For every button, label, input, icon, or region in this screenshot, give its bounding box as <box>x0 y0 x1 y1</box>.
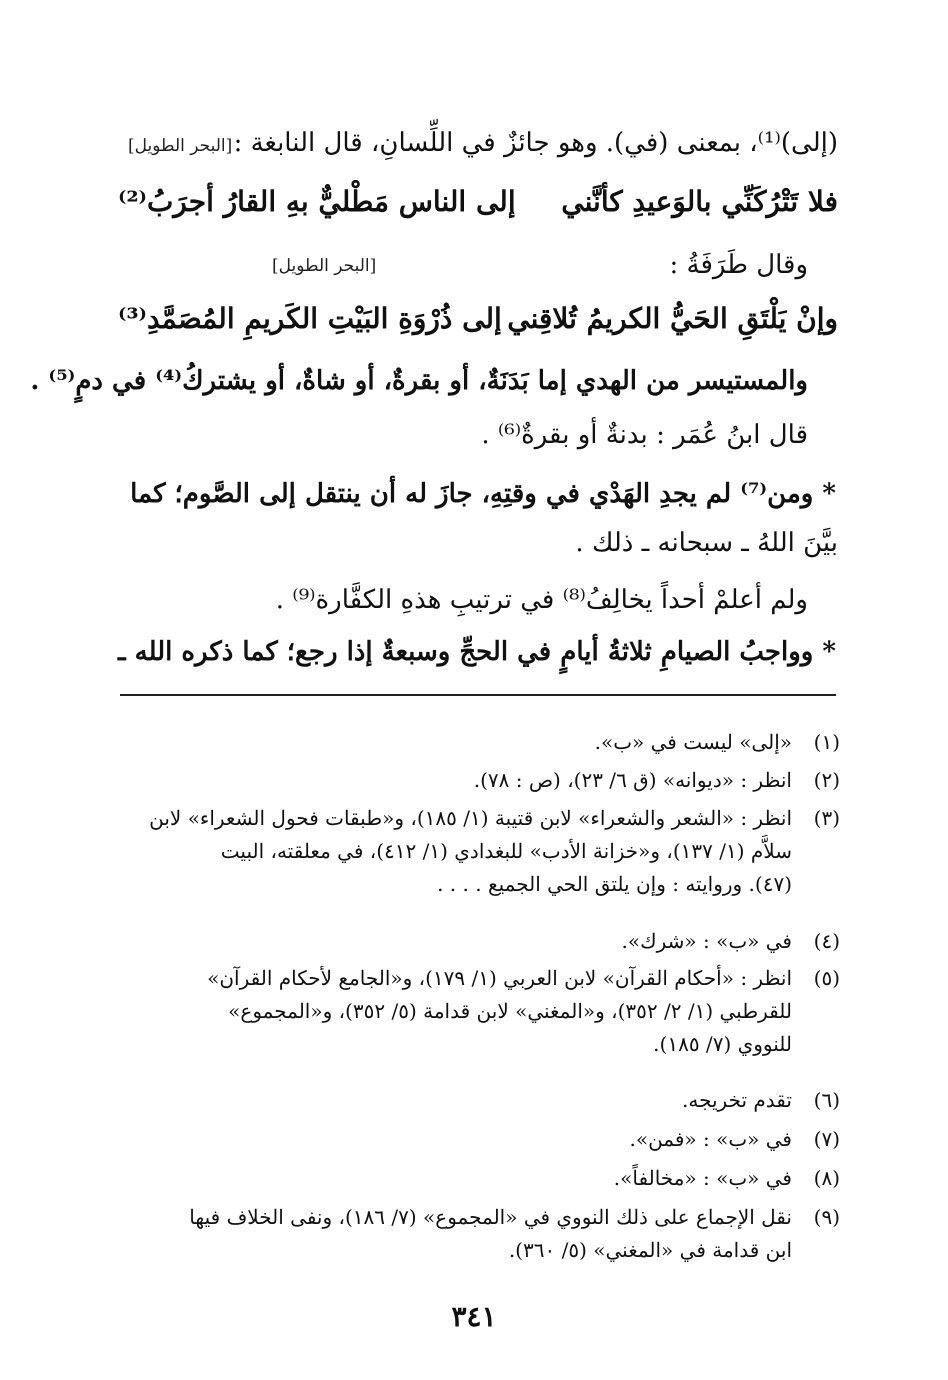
meter-label-2: [البحر الطويل] <box>272 256 377 276</box>
footnote-9 <box>118 1201 840 1267</box>
footnote-text: انظر : «ديوانه» (ق ٦/ ٢٣)، (ص : ٧٨). <box>473 768 792 792</box>
footnote-text: انظر : «الشعر والشعراء» لابن قتيبة (١/ ١٨٥)، و«طبقات فحول الشعراء» لابن سلاَّم (١/ ١٣٧)، و«خزانة الأدب» للبغدادي (١/ ٤١٢)، في معلقته، البيت (٤٧). وروايته : وإن يلتق الحي الجميع . . . . <box>149 806 792 896</box>
footnote-number: (١) <box>813 730 840 754</box>
verse-2-second-hemistich: إلى ذُرْوَةِ البَيْتِ الكَريمِ المُصَمَّدِ⁽³⁾ <box>118 302 502 335</box>
body-paragraph-5: * وواجبُ الصيامِ ثلاثةُ أيامٍ في الحجِّ وسبعةٌ إذا رجع؛ كما ذكره الله ـ <box>118 637 836 667</box>
footnote-3 <box>118 802 840 901</box>
body-paragraph-1: والمستيسر من الهدي إما بَدَنَةٌ، أو بقرةٌ، أو شاةٌ، أو يشتركُ⁽⁴⁾ في دمٍ⁽⁵⁾ . <box>30 366 808 396</box>
verse-1-first-hemistich: فلا تَتْرُكَنِّي بالوَعيدِ كأنَّني <box>561 185 838 218</box>
footnote-number: (٦) <box>813 1088 840 1112</box>
footnote-5 <box>118 962 840 1061</box>
footnote-2 <box>118 764 840 797</box>
body-paragraph-3-line-2: بيَّنَ اللهُ ـ سبحانه ـ ذلك . <box>575 528 838 558</box>
footnote-number: (٣) <box>813 806 840 830</box>
footnote-text: نقل الإجماع على ذلك النووي في «المجموع» (٧/ ١٨٦)، ونفى الخلاف فيها ابن قدامة في «المغني» (٥/ ٣٦٠). <box>189 1205 792 1262</box>
footnote-divider <box>120 694 836 696</box>
footnote-number: (٢) <box>813 768 840 792</box>
meter-label-1: [البحر الطويل] <box>128 136 233 156</box>
footnote-text: في «ب» : «مخالفاً». <box>613 1166 792 1190</box>
footnote-number: (٤) <box>813 929 840 953</box>
footnote-number: (٧) <box>813 1127 840 1151</box>
footnote-text: «إلى» ليست في «ب». <box>594 730 792 754</box>
footnote-8 <box>118 1162 840 1195</box>
verse-2-first-hemistich: وإنْ يَلْتَقِ الحَيُّ الكريمُ تُلاقِني <box>507 302 838 335</box>
verse-1-second-hemistich: إلى الناس مَطْليٌّ بهِ القارُ أجرَبُ⁽²⁾ <box>118 185 516 218</box>
footnote-number: (٩) <box>813 1205 840 1229</box>
body-paragraph-3-line-1: * ومن⁽⁷⁾ لم يجدِ الهَدْي في وقتِهِ، جازَ له أن ينتقل إلى الصَّوم؛ كما <box>130 479 836 509</box>
page-number: ٣٤١ <box>451 1300 497 1333</box>
footnote-number: (٨) <box>813 1166 840 1190</box>
footnote-text: انظر : «أحكام القرآن» لابن العربي (١/ ١٧٩)، و«الجامع لأحكام القرآن» للقرطبي (١/ ٢/ ٣٥٢)، و«المغني» لابن قدامة (٥/ ٣٥٢)، و«المجموع» للنووي (٧/ ١٨٥). <box>207 966 792 1056</box>
body-paragraph-4: ولم أعلمْ أحداً يخالِفُ⁽⁸⁾ في ترتيبِ هذهِ الكفَّارة⁽⁹⁾ . <box>275 585 808 615</box>
footnote-text: في «ب» : «شرك». <box>621 929 792 953</box>
footnote-text: في «ب» : «فمن». <box>629 1127 792 1151</box>
footnote-text: تقدم تخريجه. <box>682 1088 792 1112</box>
footnote-6 <box>118 1084 840 1117</box>
body-paragraph-2: قال ابنُ عُمَر : بدنةٌ أو بقرةٌ⁽⁶⁾ . <box>481 420 808 450</box>
footnote-4 <box>118 925 840 958</box>
body-line-3: وقال طَرَفَةُ : <box>669 250 808 280</box>
footnote-number: (٥) <box>813 966 840 990</box>
footnote-7 <box>118 1123 840 1156</box>
body-line-1: (إلى)⁽¹⁾، بمعنى (في). وهو جائزٌ في اللِّسانِ، قال النابغة : <box>233 128 838 158</box>
footnote-1 <box>118 726 840 759</box>
